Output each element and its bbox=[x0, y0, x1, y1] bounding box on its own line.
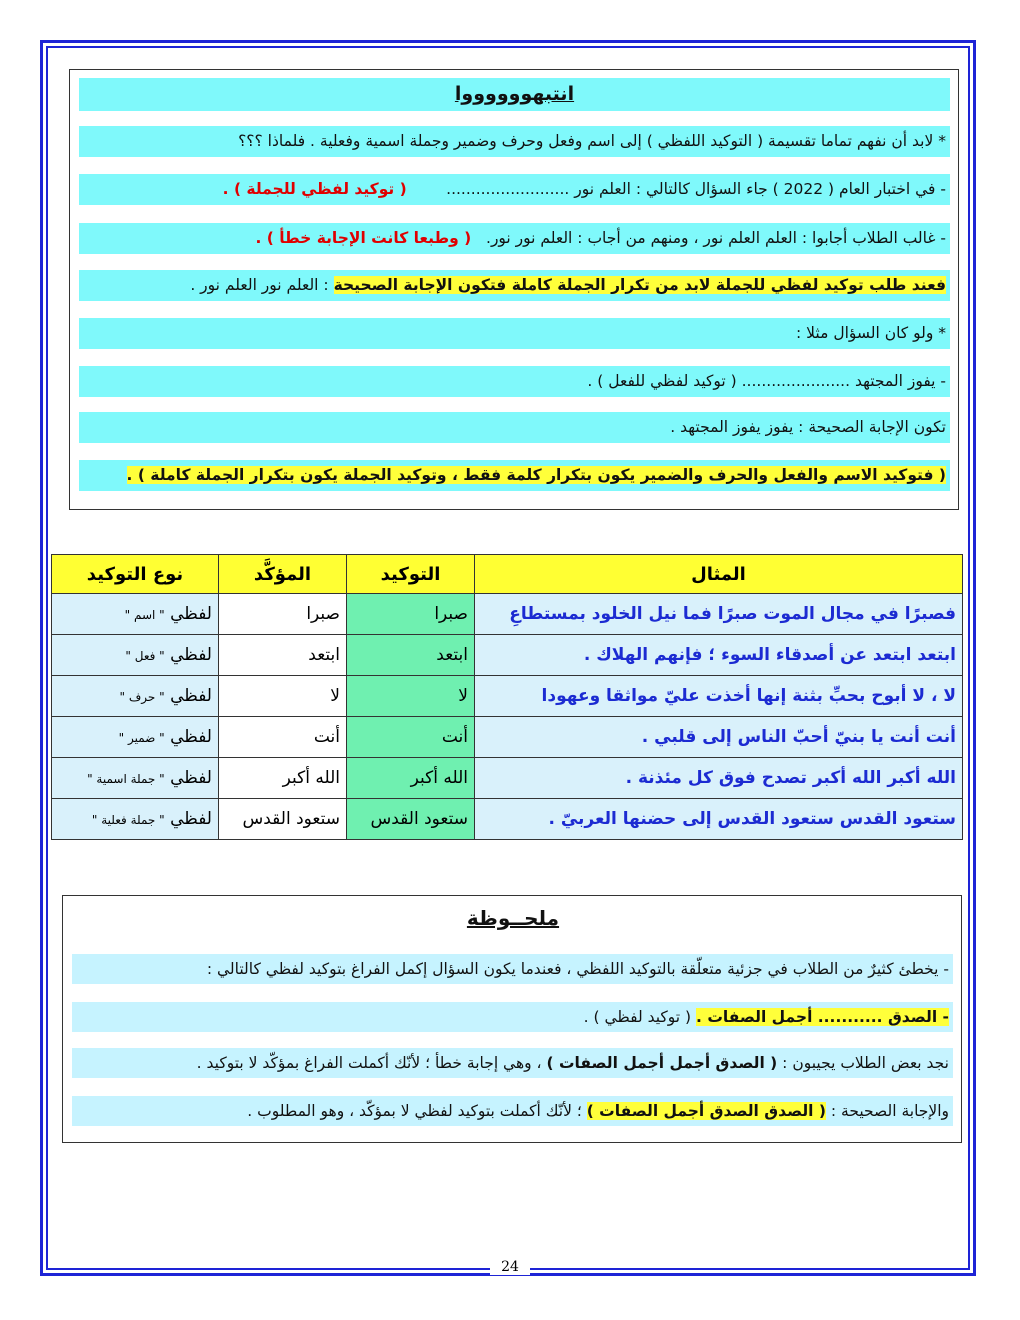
emphasis-cell: لا bbox=[347, 676, 475, 717]
emphasis-cell: الله أكبر bbox=[347, 758, 475, 799]
attention-line-7: تكون الإجابة الصحيحة : يفوز يفوز المجتهد . bbox=[79, 412, 950, 443]
emphasized-cell: لا bbox=[219, 676, 347, 717]
emphasis-cell: صبرا bbox=[347, 594, 475, 635]
type-cell: لفظي " حرف " bbox=[52, 676, 219, 717]
type-cell: لفظي " ضمير " bbox=[52, 717, 219, 758]
table-row bbox=[52, 635, 963, 676]
header-emphasis-type: نوع التوكيد bbox=[52, 555, 219, 594]
example-cell: أنت أنت يا بنيّ أحبّ الناس إلى قلبي . bbox=[475, 717, 963, 758]
example-cell: الله أكبر الله أكبر تصدح فوق كل مئذنة . bbox=[475, 758, 963, 799]
table-row bbox=[52, 799, 963, 840]
emphasized-cell: ابتعد bbox=[219, 635, 347, 676]
note-line-4: والإجابة الصحيحة : ( الصدق الصدق أجمل الصفات ) ؛ لأنّك أكملت بتوكيد لفظي لا بمؤكّد ، وهو المطلوب . bbox=[72, 1096, 953, 1126]
attention-line-2: - في اختبار العام ( 2022 ) جاء السؤال كالتالي : العلم نور ......................... ( توكيد لفظي للجملة ) . bbox=[79, 174, 950, 205]
note-line-1: - يخطئ كثيرٌ من الطلاب في جزئية متعلّقة بالتوكيد اللفظي ، فعندما يكون السؤال إكمل الفراغ بتوكيد لفظي كالتالي : bbox=[72, 954, 953, 984]
attention-line-4: فعند طلب توكيد لفظي للجملة لابد من تكرار الجملة كاملة فتكون الإجابة الصحيحة : العلم نور العلم نور . bbox=[79, 270, 950, 301]
attention-line-6: - يفوز المجتهد ...................... ( توكيد لفظي للفعل ) . bbox=[79, 366, 950, 397]
example-cell: لا ، لا أبوح بحبِّ بثنة إنها أخذت عليّ مواثقا وعهودا bbox=[475, 676, 963, 717]
note-line-3: نجد بعض الطلاب يجيبون : ( الصدق أجمل أجمل الصفات ) ، وهي إجابة خطأ ؛ لأنّك أكملت الفراغ بمؤكّد لا بتوكيد . bbox=[72, 1048, 953, 1078]
page-number: 24 bbox=[490, 1259, 530, 1275]
attention-line-3: - غالب الطلاب أجابوا : العلم العلم نور ، ومنهم من أجاب : العلم نور نور. ( وطبعا كانت الإجابة خطأ ) . bbox=[79, 223, 950, 254]
example-cell: ستعود القدس ستعود القدس إلى حضنها العربيّ . bbox=[475, 799, 963, 840]
attention-box bbox=[69, 69, 959, 510]
type-cell: لفظي " فعل " bbox=[52, 635, 219, 676]
example-cell: ابتعد ابتعد عن أصدقاء السوء ؛ فإنهم الهلاك . bbox=[475, 635, 963, 676]
note-line-2: - الصدق ........... أجمل الصفات . ( توكيد لفظي ) . bbox=[72, 1002, 953, 1032]
emphasized-cell: الله أكبر bbox=[219, 758, 347, 799]
header-emphasized: المؤكَّد bbox=[219, 555, 347, 594]
note-title: ملحــوظة bbox=[466, 906, 560, 930]
emphasis-cell: أنت bbox=[347, 717, 475, 758]
emphasis-cell: ابتعد bbox=[347, 635, 475, 676]
type-cell: لفظي " اسم " bbox=[52, 594, 219, 635]
table-row bbox=[52, 758, 963, 799]
emphasized-cell: أنت bbox=[219, 717, 347, 758]
type-cell: لفظي " جملة فعلية " bbox=[52, 799, 219, 840]
table-row bbox=[52, 717, 963, 758]
attention-title: انتبهووووووا bbox=[454, 83, 575, 105]
note-box bbox=[62, 895, 962, 1143]
table-row bbox=[52, 676, 963, 717]
emphasized-cell: ستعود القدس bbox=[219, 799, 347, 840]
type-cell: لفظي " جملة اسمية " bbox=[52, 758, 219, 799]
example-cell: فصبرًا في مجال الموت صبرًا فما نيل الخلود بمستطاعِ bbox=[475, 594, 963, 635]
attention-line-5: * ولو كان السؤال مثلا : bbox=[79, 318, 950, 349]
attention-line-8: ( فتوكيد الاسم والفعل والحرف والضمير يكون بتكرار كلمة فقط ، وتوكيد الجملة يكون بتكرار الجملة كاملة ) . bbox=[79, 460, 950, 491]
table-header-row bbox=[52, 555, 963, 594]
emphasis-table bbox=[51, 554, 963, 840]
header-emphasis: التوكيد bbox=[347, 555, 475, 594]
emphasized-cell: صبرا bbox=[219, 594, 347, 635]
emphasis-cell: ستعود القدس bbox=[347, 799, 475, 840]
attention-line-1: * لابد أن نفهم تماما تقسيمة ( التوكيد اللفظي ) إلى اسم وفعل وحرف وضمير وجملة اسمية وفعلية . فلماذا ؟؟؟ bbox=[79, 126, 950, 157]
header-example: المثال bbox=[475, 555, 963, 594]
table-row bbox=[52, 594, 963, 635]
